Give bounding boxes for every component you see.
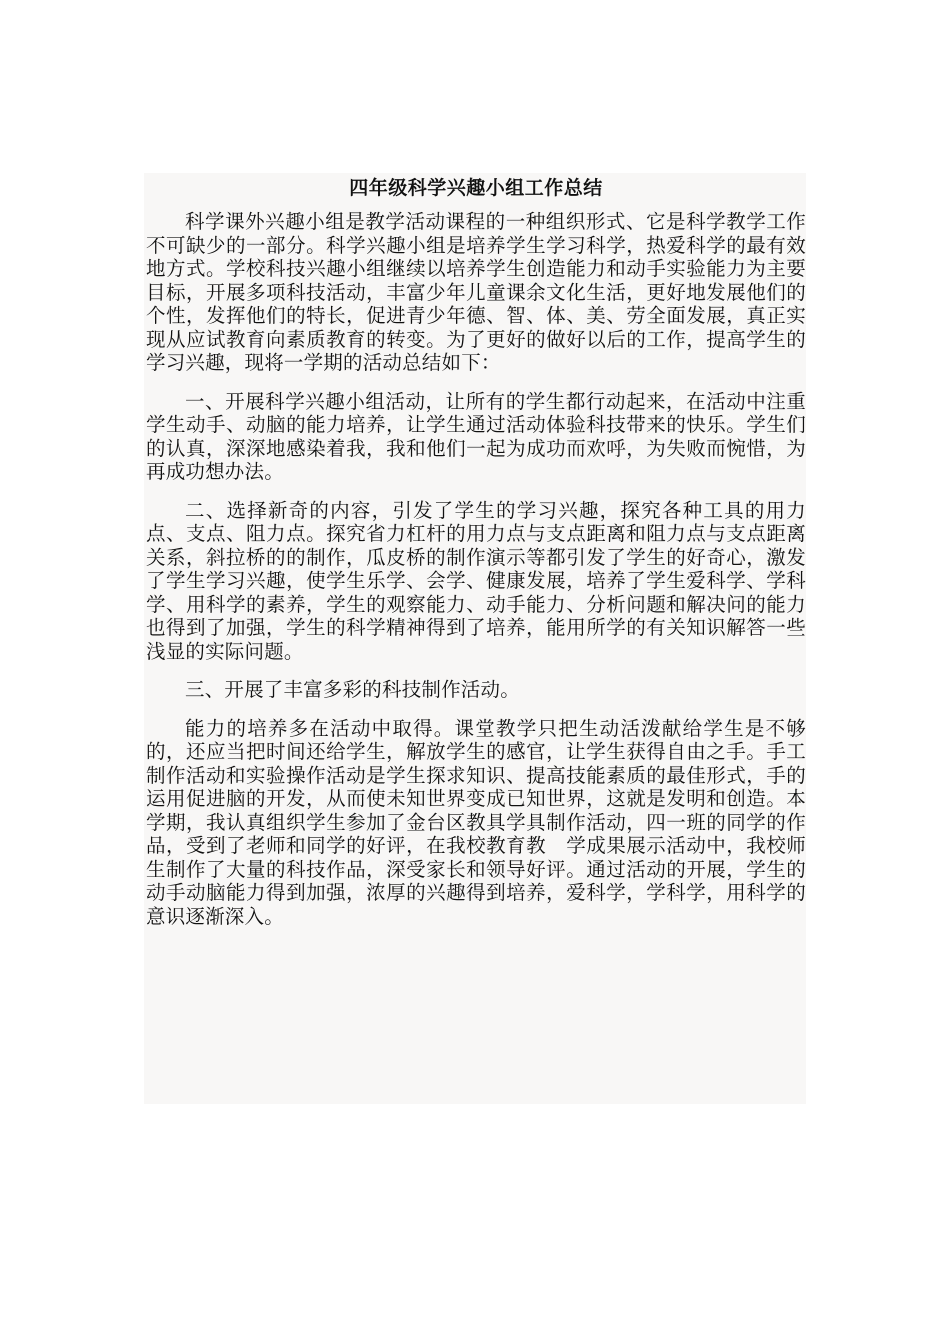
paragraph-section-1: 一、开展科学兴趣小组活动，让所有的学生都行动起来，在活动中注重学生动手、动脑的能力培养，让学生通过活动体验科技带来的快乐。学生们的认真，深深地感染着我，我和他们一起为成功而欢呼，为失败而惋惜，为再成功想办法。 <box>146 389 806 483</box>
document-title: 四年级科学兴趣小组工作总结 <box>349 177 603 199</box>
paragraph-section-2: 二、选择新奇的内容，引发了学生的学习兴趣，探究各种工具的用力点、支点、阻力点。探究省力杠杆的用力点与支点距离和阻力点与支点距离关系，斜拉桥的的制作，瓜皮桥的制作演示等都引发了学生的好奇心，激发了学生学习兴趣，使学生乐学、会学、健康发展，培养了学生爱科学、学科学、用科学的素养，学生的观察能力、动手能力、分析问题和解决问的能力也得到了加强，学生的科学精神得到了培养，能用所学的有关知识解答一些浅显的实际问题。 <box>146 498 806 663</box>
paragraph-intro: 科学课外兴趣小组是教学活动课程的一种组织形式、它是科学教学工作不可缺少的一部分。科学兴趣小组是培养学生学习科学，热爱科学的最有效地方式。学校科技兴趣小组继续以培养学生创造能力和动手实验能力为主要目标，开展多项科技活动，丰富少年儿童课余文化生活，更好地发展他们的个性，发挥他们的特长，促进青少年德、智、体、美、劳全面发展，真正实现从应试教育向素质教育的转变。为了更好的做好以后的工作，提高学生的学习兴趣，现将一学期的活动总结如下： <box>146 210 806 374</box>
paragraph-section-3-heading: 三、开展了丰富多彩的科技制作活动。 <box>185 678 520 701</box>
paragraph-section-3-body: 能力的培养多在活动中取得。课堂教学只把生动活泼献给学生是不够的，还应当把时间还给学生，解放学生的感官，让学生获得自由之手。手工制作活动和实验操作活动是学生探求知识、提高技能素质的最佳形式，手的运用促进脑的开发，从而使未知世界变成已知世界，这就是发明和创造。本学期，我认真组织学生参加了金台区教具学具制作活动，四一班的同学的作品，受到了老师和同学的好评，在我校教育教 学成果展示活动中，我校师生制作了大量的科技作品，深受家长和领导好评。通过活动的开展，学生的动手动脑能力得到加强，浓厚的兴趣得到培养，爱科学，学科学，用科学的意识逐渐深入。 <box>146 716 806 928</box>
document-body <box>144 173 806 1104</box>
